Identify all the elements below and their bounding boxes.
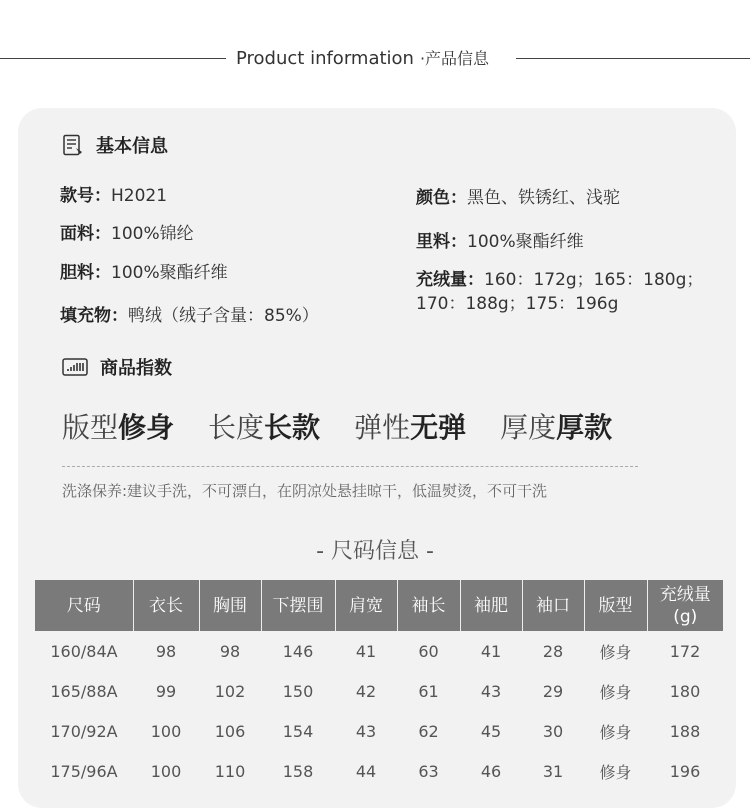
cell: 修身 (584, 711, 647, 751)
cell: 29 (522, 671, 584, 711)
cell: 158 (261, 751, 335, 791)
cell: 42 (335, 671, 397, 711)
field-inner (60, 258, 228, 283)
col-fill-weight: 充绒量 (g) (647, 580, 723, 631)
cell: 180 (647, 671, 723, 711)
cell: 31 (522, 751, 584, 791)
cell: 41 (460, 631, 522, 671)
col-fit: 版型 (584, 580, 647, 631)
index-label: 长度 (208, 411, 265, 444)
cell: 150 (261, 671, 335, 711)
col-chest: 胸围 (199, 580, 261, 631)
field-key: 里料： (416, 232, 467, 252)
cell: 30 (522, 711, 584, 751)
cell: 146 (261, 631, 335, 671)
cell: 170/92A (35, 711, 133, 751)
index-item-length (208, 406, 320, 446)
field-value: 黑色、铁锈红、浅驼 (467, 188, 620, 208)
field-filling (60, 301, 319, 326)
cell: 46 (460, 751, 522, 791)
dashed-divider (62, 466, 638, 467)
field-value: 鸭绒（绒子含量：85%） (128, 306, 319, 326)
table-row (35, 671, 723, 711)
cell: 106 (199, 711, 261, 751)
index-value: 修身 (118, 411, 175, 444)
header-rule-right (516, 58, 750, 59)
cell: 修身 (584, 631, 647, 671)
index-value: 厚款 (556, 411, 613, 444)
field-key: 充绒量： (416, 270, 484, 290)
field-key: 面料： (60, 224, 111, 244)
cell: 100 (133, 751, 199, 791)
field-value: 100%锦纶 (111, 224, 194, 244)
section-header (0, 40, 750, 76)
table-row (35, 751, 723, 791)
cell: 61 (397, 671, 460, 711)
field-fill-amount (416, 268, 716, 316)
size-info-title: - 尺码信息 - (316, 539, 434, 564)
header-title-cn: ·产品信息 (419, 49, 490, 68)
cell: 172 (647, 631, 723, 671)
table-row (35, 631, 723, 671)
cell: 160/84A (35, 631, 133, 671)
col-shoulder: 肩宽 (335, 580, 397, 631)
field-key: 颜色： (416, 188, 467, 208)
field-value: 160：172g；165：180g；170：188g；175：196g (416, 270, 704, 314)
index-value: 无弹 (410, 411, 467, 444)
index-label: 厚度 (500, 411, 557, 444)
index-value: 长款 (264, 411, 321, 444)
cell: 154 (261, 711, 335, 751)
field-key: 填充物： (60, 306, 128, 326)
table-row (35, 711, 723, 751)
basic-info-label: 基本信息 (96, 136, 168, 157)
cell: 62 (397, 711, 460, 751)
cell: 196 (647, 751, 723, 791)
product-index-title (62, 354, 172, 380)
cell: 修身 (584, 671, 647, 711)
header-title-en: Product information (236, 48, 414, 69)
field-lining (416, 227, 584, 252)
wash-care-text: 洗涤保养:建议手洗，不可漂白，在阴凉处悬挂晾干，低温熨烫，不可干洗 (62, 482, 548, 500)
field-key: 款号： (60, 186, 111, 206)
cell: 63 (397, 751, 460, 791)
index-row (62, 406, 662, 446)
cell: 175/96A (35, 751, 133, 791)
basic-info-title (62, 132, 168, 158)
cell: 188 (647, 711, 723, 751)
cell: 165/88A (35, 671, 133, 711)
index-label: 弹性 (354, 411, 411, 444)
field-value: 100%聚酯纤维 (111, 263, 228, 283)
cell: 28 (522, 631, 584, 671)
table-header-row (35, 580, 723, 631)
col-sleeve-width: 袖肥 (460, 580, 522, 631)
header-rule-left (0, 58, 226, 59)
product-index-label: 商品指数 (100, 358, 172, 379)
index-item-fit (62, 406, 174, 446)
field-key: 胆料： (60, 263, 111, 283)
field-style-no (60, 181, 167, 206)
index-label: 版型 (62, 411, 119, 444)
field-value: 100%聚酯纤维 (467, 232, 584, 252)
cell: 102 (199, 671, 261, 711)
cell: 修身 (584, 751, 647, 791)
field-color (416, 183, 620, 208)
cell: 45 (460, 711, 522, 751)
cell: 43 (335, 711, 397, 751)
cell: 98 (133, 631, 199, 671)
cell: 110 (199, 751, 261, 791)
cell: 43 (460, 671, 522, 711)
document-list-icon (62, 134, 84, 156)
col-sleeve-length: 袖长 (397, 580, 460, 631)
cell: 44 (335, 751, 397, 791)
col-hem: 下摆围 (261, 580, 335, 631)
field-fabric (60, 219, 194, 244)
cell: 41 (335, 631, 397, 671)
col-size: 尺码 (35, 580, 133, 631)
col-length: 衣长 (133, 580, 199, 631)
cell: 98 (199, 631, 261, 671)
index-item-elasticity (354, 406, 466, 446)
index-item-thickness (500, 406, 612, 446)
cell: 99 (133, 671, 199, 711)
size-table (35, 580, 723, 791)
header-title (236, 46, 489, 69)
col-cuff: 袖口 (522, 580, 584, 631)
field-value: H2021 (111, 186, 168, 206)
cell: 60 (397, 631, 460, 671)
bar-meter-icon (62, 356, 88, 378)
cell: 100 (133, 711, 199, 751)
